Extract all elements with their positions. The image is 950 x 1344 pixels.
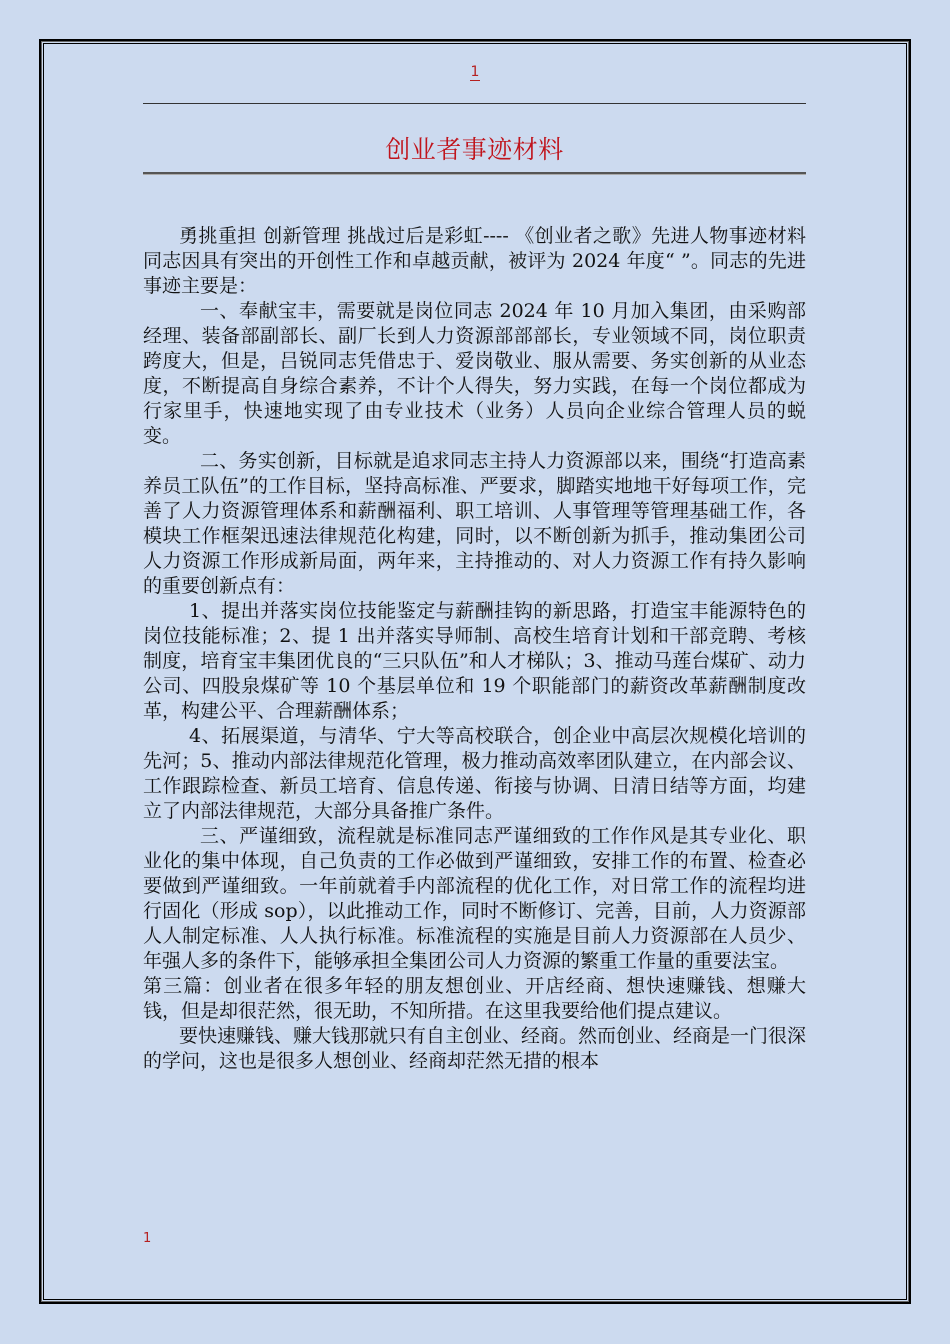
paragraph-section-2: 二、务实创新，目标就是追求同志主持人力资源部以来，围绕“打造高素养员工队伍”的工作目标，坚持高标准、严要求，脚踏实地地干好每项工作，完善了人力资源管理体系和薪酬福利、职工培训、人事管理等管理基础工作，各模块工作框架迅速法律规范化构建，同时，以不断创新为抓手，推动集团公司人力资源工作形成新局面，两年来，主持推动的、对人力资源工作有持久影响的重要创新点有： — [143, 450, 806, 597]
paragraph-advice: 要快速赚钱、赚大钱那就只有自主创业、经商。然而创业、经商是一门很深的学问，这也是很多人想创业、经商却茫然无措的根本 — [143, 1025, 807, 1072]
paragraph-innovation-2: 4、拓展渠道，与清华、宁大等高校联合，创企业中高层次规模化培训的先河；5、推动内部法律规范化管理，极力推动高效率团队建立，在内部会议、工作跟踪检查、新员工培育、信息传递、衔接与协调、日清日结等方面，均建立了内部法律规范，大部分具备推广条件。 — [143, 725, 806, 822]
paragraph-section-1: 一、奉献宝丰，需要就是岗位同志 2024 年 10 月加入集团，由采购部经理、装备部副部长、副厂长到人力资源部部部长，专业领域不同，岗位职责跨度大，但是，吕锐同志凭借忠于、爱岗敬业、服从需要、务实创新的从业态度，不断提高自身综合素养，不计个人得失，努力实践，在每一个岗位都成为行家里手，快速地实现了由专业技术（业务）人员向企业综合管理人员的蜕变。 — [143, 300, 806, 447]
header-page-number: 1 — [470, 64, 480, 80]
paragraph-section-3: 三、严谨细致，流程就是标准同志严谨细致的工作作风是其专业化、职业化的集中体现，自己负责的工作必做到严谨细致，安排工作的布置、检查必要做到严谨细致。一年前就着手内部流程的优化工作，对日常工作的流程均进行固化（形成 sop），以此推动工作，同时不断修订、完善，目前，人力资源部人人制定标准、人人执行标准。标准流程的实施是目前人力资源部在人员少、年强人多的条件下，能够承担全集团公司人力资源的繁重工作量的重要法宝。 — [143, 825, 806, 972]
header-divider — [143, 103, 806, 104]
paragraph-innovation-1: 1、提出并落实岗位技能鉴定与薪酬挂钩的新思路，打造宝丰能源特色的岗位技能标准；2、提 1 出并落实导师制、高校生培育计划和干部竞聘、考核制度，培育宝丰集团优良的“三只队伍”和人才梯队；3、推动马莲台煤矿、动力公司、四股泉煤矿等 10 个基层单位和 19 个职能部门的薪资改革薪酬制度改革，构建公平、合理薪酬体系； — [143, 600, 806, 722]
footer-page-number: 1 — [143, 1231, 152, 1246]
title-divider — [143, 172, 806, 175]
document-body — [143, 224, 806, 1074]
paragraph-intro: 勇挑重担 创新管理 挑战过后是彩虹---- 《创业者之歌》先进人物事迹材料同志因具有突出的开创性工作和卓越贡献，被评为 2024 年度“ ”。同志的先进事迹主要是： — [143, 225, 806, 297]
paragraph-part-three: 第三篇：创业者在很多年轻的朋友想创业、开店经商、想快速赚钱、想赚大钱，但是却很茫然，很无助，不知所措。在这里我要给他们提点建议。 — [143, 975, 806, 1022]
document-title: 创业者事迹材料 — [385, 135, 564, 164]
